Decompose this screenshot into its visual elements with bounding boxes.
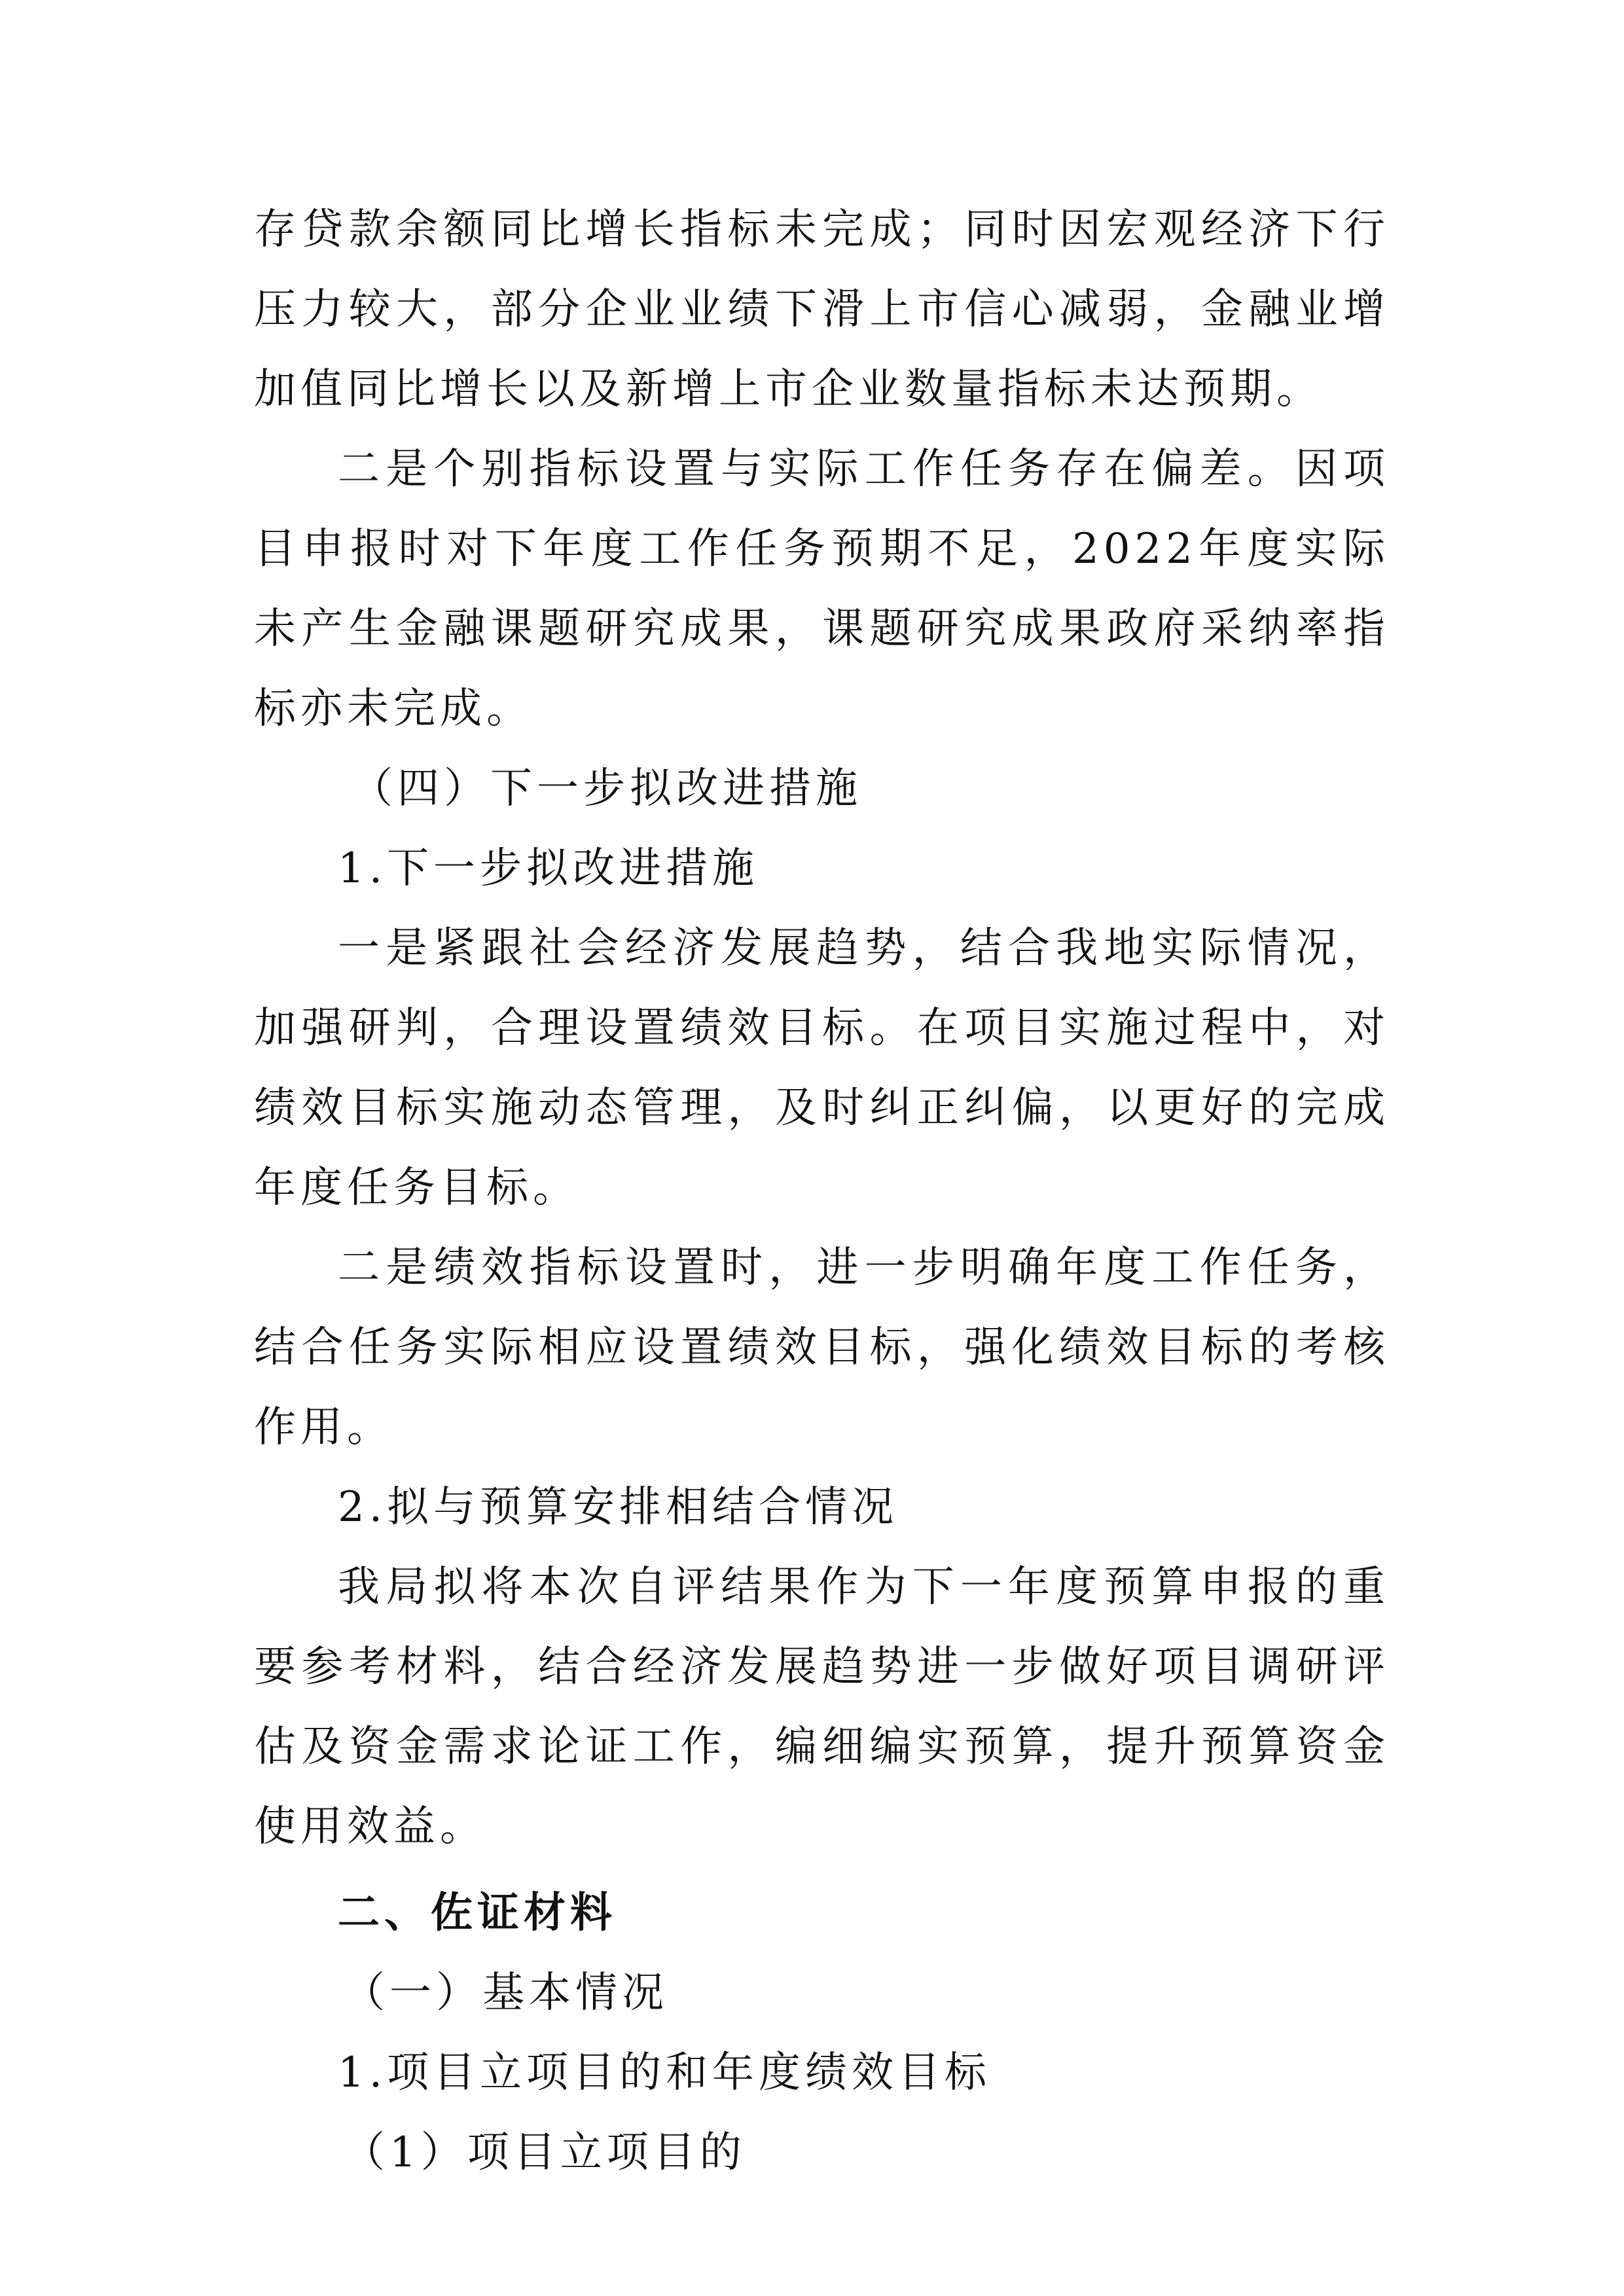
heading-improvement-measures: 1.下一步拟改进措施	[338, 844, 759, 893]
paragraph-measure-two: 二是绩效指标设置时，进一步明确年度工作任务，结合任务实际相应设置绩效目标，强化绩效目标的考核作用。	[254, 1244, 1390, 1452]
paragraph-deviation: 二是个别指标设置与实际工作任务存在偏差。因项目申报时对下年度工作任务预期不足，2022年度实际未产生金融课题研究成果，课题研究成果政府采纳率指标亦未完成。	[254, 445, 1390, 733]
paragraph-budget: 我局拟将本次自评结果作为下一年度预算申报的重要参考材料，结合经济发展趋势进一步做好项目调研评估及资金需求论证工作，编细编实预算，提升预算资金使用效益。	[254, 1563, 1390, 1851]
section-heading-evidence: 二、佐证材料	[338, 1889, 617, 1937]
paragraph-measure-one: 一是紧跟社会经济发展趋势，结合我地实际情况，加强研判，合理设置绩效目标。在项目实施过程中，对绩效目标实施动态管理，及时纠正纠偏，以更好的完成年度任务目标。	[254, 924, 1390, 1212]
heading-project-goals: 1.项目立项目的和年度绩效目标	[338, 2049, 992, 2097]
paragraph-continuation: 存贷款余额同比增长指标未完成；同时因宏观经济下行压力较大，部分企业业绩下滑上市信心减弱，金融业增加值同比增长以及新增上市企业数量指标未达预期。	[254, 206, 1390, 414]
heading-next-steps: （四）下一步拟改进措施	[351, 764, 862, 813]
heading-project-purpose: （1）项目立项目的	[343, 2128, 746, 2177]
document-body	[254, 190, 1390, 2193]
heading-budget-combination: 2.拟与预算安排相结合情况	[338, 1483, 899, 1532]
heading-basic-info: （一）基本情况	[343, 1969, 668, 2017]
